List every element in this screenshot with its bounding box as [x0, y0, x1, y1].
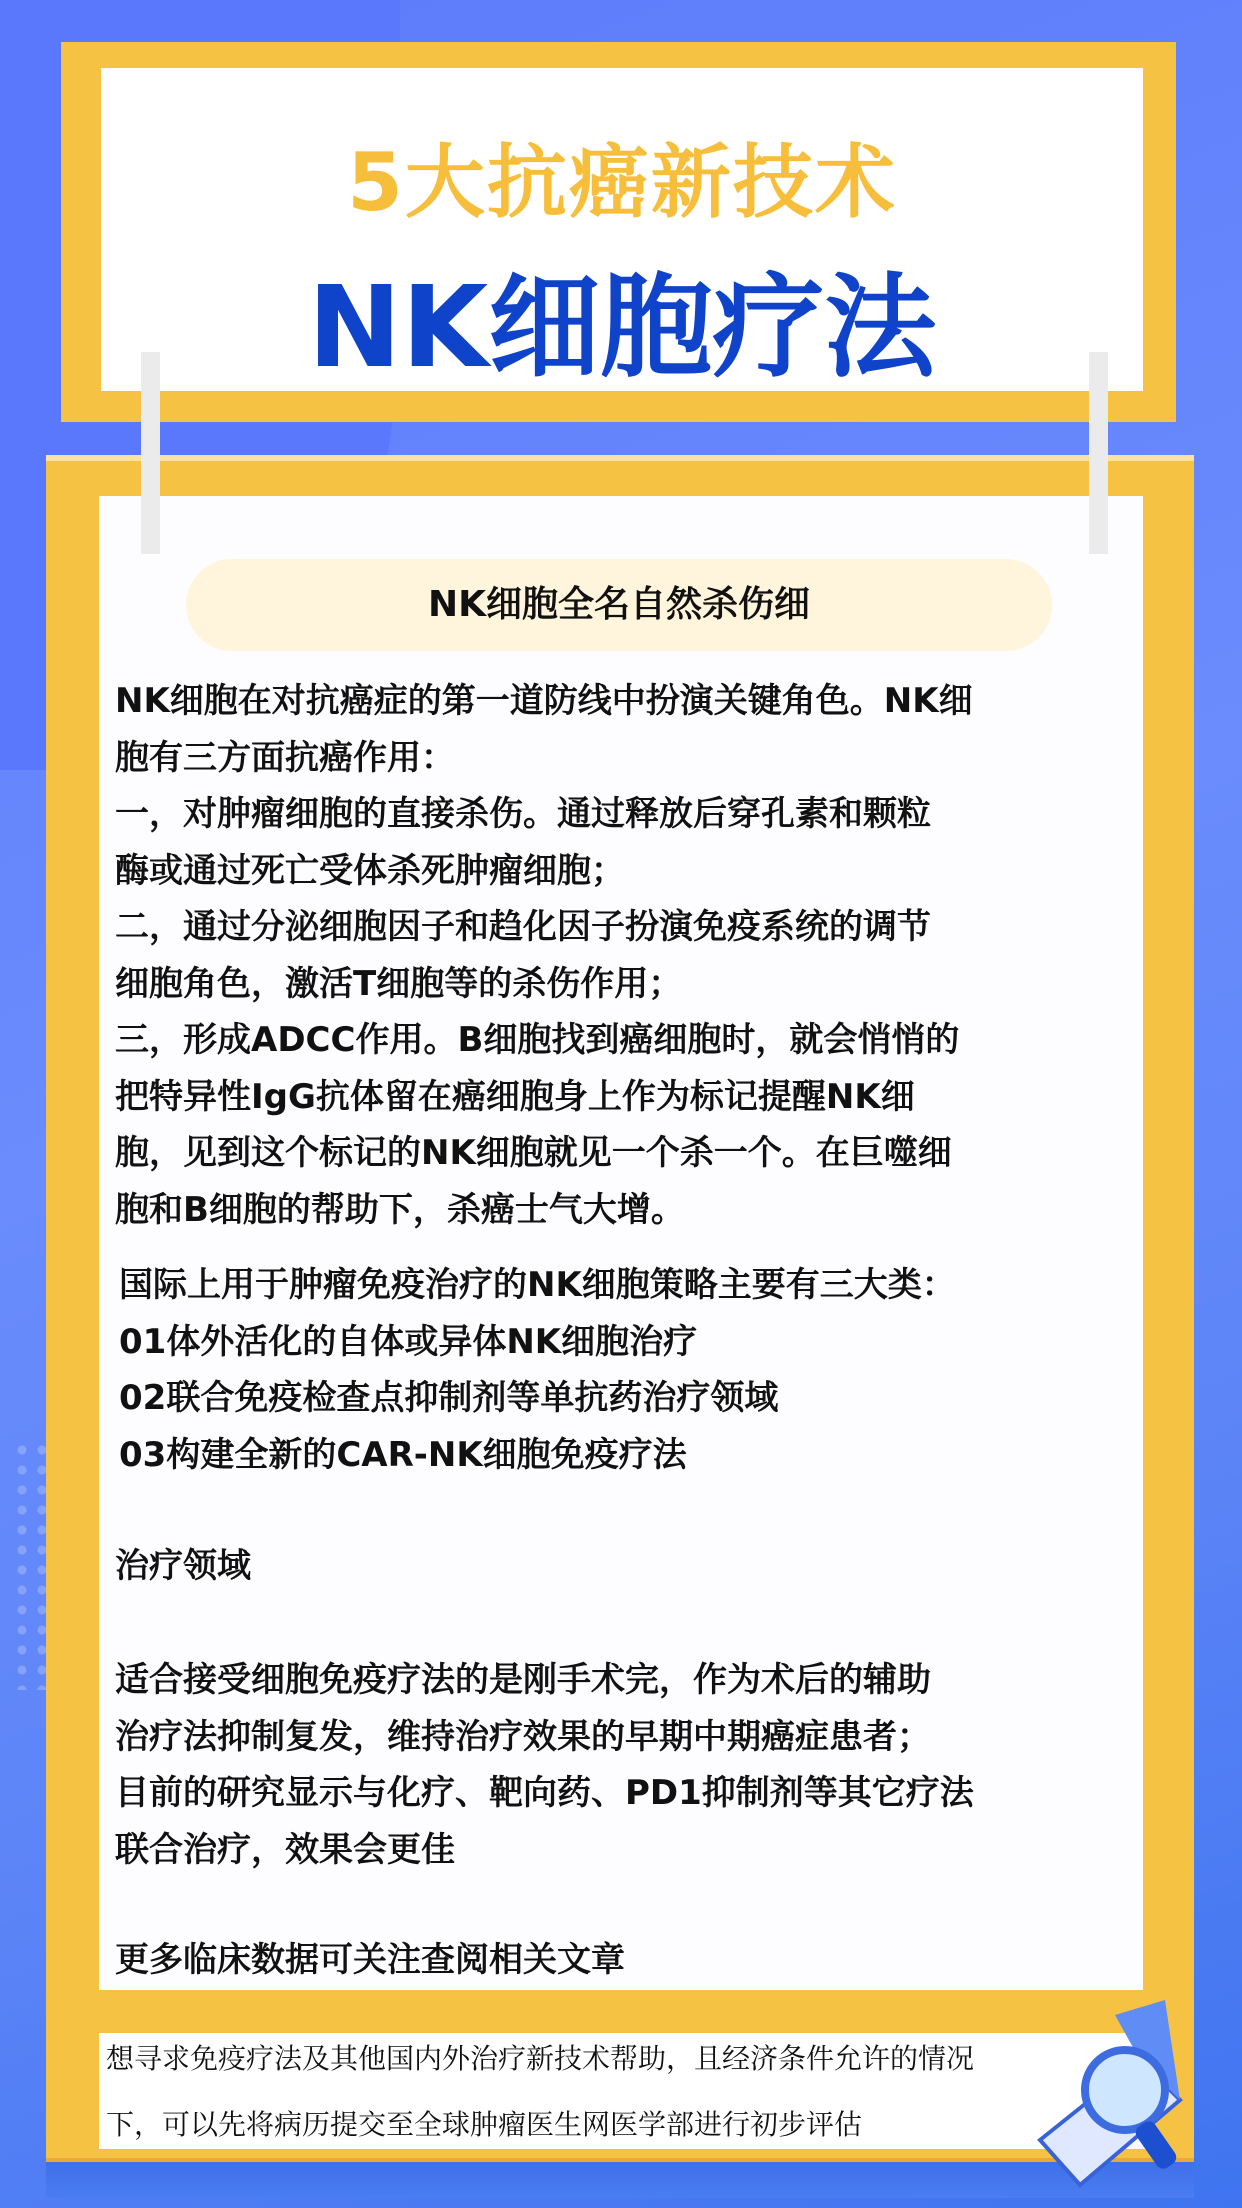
text-line: 国际上用于肿瘤免疫治疗的NK细胞策略主要有三大类：	[119, 1265, 956, 1305]
text-line: 酶或通过死亡受体杀死肿瘤细胞；	[115, 850, 625, 891]
text-line: 一，对肿瘤细胞的直接杀伤。通过释放后穿孔素和颗粒	[115, 794, 931, 834]
text-line: 目前的研究显示与化疗、靶向药、PD1抑制剂等其它疗法	[115, 1773, 974, 1813]
laptop-magnifier-icon	[1020, 2000, 1190, 2190]
hanger-left	[141, 352, 160, 554]
footer-line: 下，可以先将病历提交至全球肿瘤医生网医学部进行初步评估	[106, 2108, 863, 2141]
text-line: 01体外活化的自体或异体NK细胞治疗	[119, 1321, 698, 1362]
text-line: 胞和B细胞的帮助下，杀癌士气大增。	[115, 1189, 685, 1230]
text-line: 联合治疗，效果会更佳	[115, 1829, 455, 1870]
page-title: NK细胞疗法	[307, 263, 937, 393]
footer-note	[99, 2033, 1148, 2149]
indication-text	[115, 1652, 1130, 1878]
text-line: 胞有三方面抗癌作用：	[115, 737, 455, 778]
text-line: 适合接受细胞免疫疗法的是刚手术完，作为术后的辅助	[115, 1660, 931, 1700]
section-heading: 治疗领域	[115, 1546, 251, 1586]
text-line: 03构建全新的CAR-NK细胞免疫疗法	[119, 1434, 687, 1475]
footer-line: 想寻求免疫疗法及其他国内外治疗新技术帮助，且经济条件允许的情况	[106, 2042, 975, 2075]
text-line: 02联合免疫检查点抑制剂等单抗药治疗领域	[119, 1378, 779, 1418]
content-panel	[99, 496, 1143, 1990]
text-line: 胞，见到这个标记的NK细胞就见一个杀一个。在巨噬细	[115, 1133, 952, 1173]
text-line: NK细胞在对抗癌症的第一道防线中扮演关键角色。NK细	[115, 681, 973, 721]
title-card	[61, 42, 1176, 422]
text-line: 把特异性IgG抗体留在癌细胞身上作为标记提醒NK细	[115, 1076, 915, 1117]
text-line: 细胞角色，激活T细胞等的杀伤作用；	[115, 963, 683, 1004]
text-line: 二，通过分泌细胞因子和趋化因子扮演免疫系统的调节	[115, 907, 931, 947]
hanger-right	[1089, 352, 1108, 554]
more-info-text: 更多临床数据可关注查阅相关文章	[115, 1940, 625, 1980]
intro-text	[115, 673, 1130, 1238]
text-line: 三，形成ADCC作用。B细胞找到癌细胞时，就会悄悄的	[115, 1020, 960, 1060]
subtitle: 5大抗癌新技术	[347, 136, 897, 229]
strategy-text	[119, 1257, 1134, 1483]
content-card	[46, 455, 1194, 2198]
text-line: 治疗法抑制复发，维持治疗效果的早期中期癌症患者；	[115, 1716, 931, 1757]
title-panel	[101, 68, 1143, 391]
section-pill: NK细胞全名自然杀伤细	[186, 559, 1052, 651]
